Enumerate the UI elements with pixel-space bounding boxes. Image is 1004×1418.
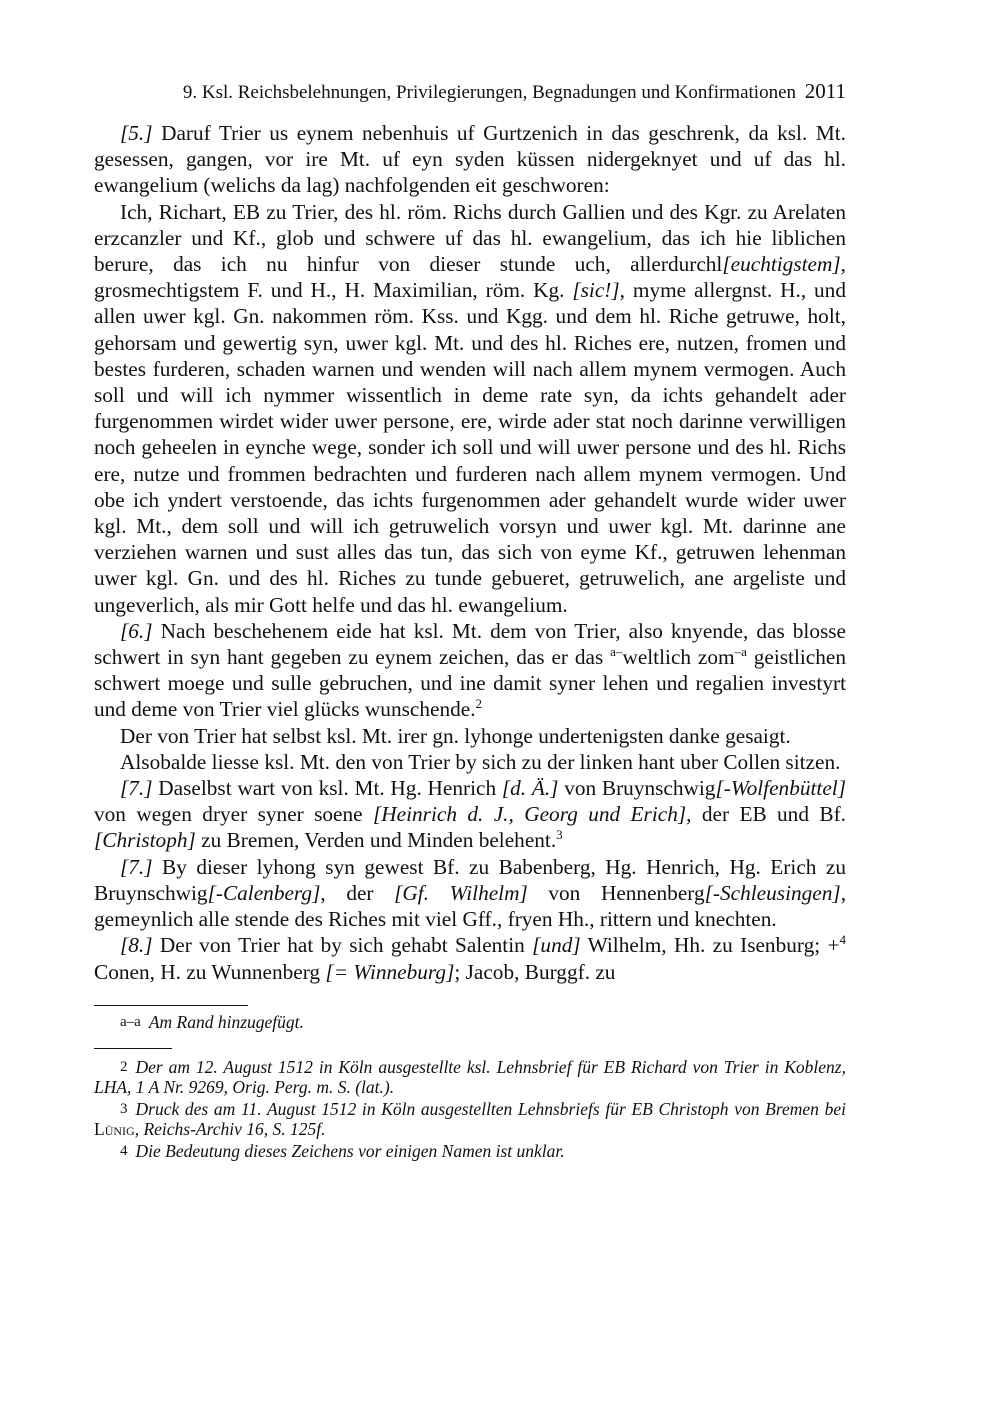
paragraph-text: By dieser lyhong syn gewest Bf. zu Babenberg, Hg. Henrich, Hg. Erich zu Bruynschwig xyxy=(94,854,846,905)
footnote-4 xyxy=(94,1141,846,1161)
editorial-insert: [euchtigstem] xyxy=(722,252,841,277)
footnote-3 xyxy=(94,1099,846,1139)
variant-mark: –a xyxy=(734,643,747,659)
section-number: [8.] xyxy=(120,933,153,958)
footnote-ref: 2 xyxy=(475,696,483,712)
variant-note-mark: a–a xyxy=(120,1013,141,1030)
footnote-number: 3 xyxy=(120,1100,128,1117)
footnote-number: 4 xyxy=(120,1142,128,1159)
footnote-divider xyxy=(94,1048,172,1049)
paragraph-text: von Bruynschwig xyxy=(558,776,716,801)
footnote-ref: 3 xyxy=(556,827,563,843)
paragraph-text: weltlich zom xyxy=(622,645,735,670)
footnote-2 xyxy=(94,1057,846,1097)
footnote-text: Der am 12. August 1512 in Köln ausgestellte ksl. Lehnsbrief für EB Richard von Trier in Koblenz, LHA, 1 A Nr. 9269, Orig. Perg. m. S. (lat.). xyxy=(94,1056,846,1097)
paragraph-8 xyxy=(94,932,846,984)
paragraph-text: von wegen dryer syner soene xyxy=(94,802,373,827)
footnotes xyxy=(94,1057,846,1161)
paragraph-6 xyxy=(94,618,846,723)
paragraph-text: , der EB und Bf. xyxy=(686,802,846,827)
running-title: 9. Ksl. Reichsbelehnungen, Privilegierungen, Begnadungen und Konfirmationen xyxy=(182,82,797,103)
section-number: [6.] xyxy=(120,618,153,643)
paragraph-text: geistlichen schwert moege und sulle gebruchen, und ine damit syner lehen und regalien investyrt und deme von Trier viel glücks wunschende. xyxy=(94,645,847,722)
oath-text: , myme allergnst. H., und allen uwer kgl. Gn. nakommen röm. Kss. und Kgg. und dem hl. Riche getruwe, holt, gehorsam und gewertig syn, uwer kgl. Mt. und des hl. Riches ere, nutzen, fromen und bestes furderen, schaden warnen und wenden will nach allem mynem vermogen. Auch soll und will ich nymmer wissentlich in deme rate syn, da ichts gehandelt ader furgenommen wirdet wider uwer persone, ere, wirde ader stat noch darinne verwilligen noch geheelen in eynche wege, sonder ich soll und will uwer persone und des hl. Richs ere, nutze und frommen bedrachten und furderen nach allem mynem vermogen. Und obe ich yndert verstoende, das ichts furgenommen ader gehandelt wurde wider uwer kgl. Mt., dem soll und will ich getruwelich vorsyn und uwer kgl. Mt. darinne ane verziehen warnen und sust alles das tun, das sich von eyme Kf., getruwen lehenman uwer kgl. Gn. und des hl. Riches zu tunde gebueret, getruwelich, ane argeliste und ungeverlich, als mir Gott helfe und das hl. ewangelium. xyxy=(94,278,846,617)
paragraph-text: Wilhelm, Hh. zu Isenburg; + xyxy=(580,933,840,958)
paragraph-text: von Hennenberg xyxy=(527,880,705,905)
footnote-text: Druck des am 11. August 1512 in Köln ausgestellten Lehnsbriefs für EB Christoph von Bremen bei xyxy=(135,1098,846,1119)
editorial-insert: [und] xyxy=(532,933,581,958)
editorial-insert: [-Schleusingen] xyxy=(704,880,841,905)
oath-paragraph xyxy=(94,199,846,618)
paragraph-5 xyxy=(94,120,846,199)
footnote-text: Die Bedeutung dieses Zeichens vor einigen Namen ist unklar. xyxy=(135,1140,565,1161)
paragraph-text: Der von Trier hat by sich gehabt Salentin xyxy=(152,933,533,958)
paragraph-7a xyxy=(94,775,846,854)
paragraph-text: Daruf Trier us eynem nebenhuis uf Gurtzenich in das geschrenk, da ksl. Mt. gesessen, gangen, vor ire Mt. uf eyn syden küssen nidergeknyet und uf das hl. ewangelium (welichs da lag) nachfolgenden eit geschworen: xyxy=(94,121,846,198)
editorial-insert: [-Calenberg] xyxy=(207,880,321,905)
paragraph-text: ; Jacob, Burggf. zu xyxy=(454,959,616,984)
footnote-text: , Reichs-Archiv 16, S. 125f. xyxy=(134,1118,326,1139)
paragraph-text: zu Bremen, Verden und Minden belehent. xyxy=(195,828,557,853)
footnote-ref: 4 xyxy=(839,932,847,948)
paragraph-thanks: Der von Trier hat selbst ksl. Mt. irer gn. lyhonge undertenigsten danke gesaigt. xyxy=(120,723,791,748)
variant-note xyxy=(94,1012,846,1032)
variant-mark: a– xyxy=(610,643,623,659)
editorial-insert: [sic!] xyxy=(572,278,620,303)
editorial-insert: [-Wolfenbüttel] xyxy=(715,776,846,801)
paragraph-text: , der xyxy=(320,880,395,905)
footnote-author: Lünig xyxy=(94,1118,135,1139)
editorial-insert: [Christoph] xyxy=(94,828,196,853)
paragraph-text: , gemeynlich alle stende des Riches mit viel Gff., fryen Hh., rittern und knechten. xyxy=(94,880,847,932)
running-header xyxy=(94,78,846,106)
paragraph-text: Daselbst wart von ksl. Mt. Hg. Henrich xyxy=(152,776,502,801)
footnote-number: 2 xyxy=(120,1058,128,1075)
paragraph-text: Nach beschehenem eide hat ksl. Mt. dem von Trier, also knyende, das blosse schwert in syn hant gegeben zu eynem zeichen, das er das xyxy=(94,618,846,670)
paragraph-seat: Alsobalde liesse ksl. Mt. den von Trier by sich zu der linken hant uber Collen sitzen. xyxy=(120,749,841,774)
section-number: [7.] xyxy=(120,776,153,801)
editorial-insert: [Gf. Wilhelm] xyxy=(394,880,528,905)
editorial-insert: [Heinrich d. J., Georg und Erich] xyxy=(373,802,687,827)
paragraph-text: Conen, H. zu Wunnenberg xyxy=(94,959,326,984)
section-number: [5.] xyxy=(120,121,153,145)
paragraph-7b xyxy=(94,854,846,933)
editorial-insert: [d. Ä.] xyxy=(501,776,559,801)
variant-note-text: Am Rand hinzugefügt. xyxy=(148,1011,304,1032)
section-number: [7.] xyxy=(120,854,153,879)
oath-text: Ich, Richart, EB zu Trier, des hl. röm. Richs durch Gallien und des Kgr. zu Arelaten erzcanzler und Kf., glob und schwere uf das hl. ewangelium, das ich hie liblichen berure, das ich nu hinfur von dieser stunde uch, allerdurchl xyxy=(94,199,846,277)
document-page xyxy=(94,78,846,1161)
editorial-insert: [= Winneburg] xyxy=(325,959,455,984)
apparatus-divider xyxy=(94,1005,248,1006)
main-text xyxy=(94,120,846,985)
page-number: 2011 xyxy=(804,79,846,103)
oath-text: , grosmechtigstem F. und H., H. Maximilian, röm. Kg. xyxy=(94,252,846,303)
